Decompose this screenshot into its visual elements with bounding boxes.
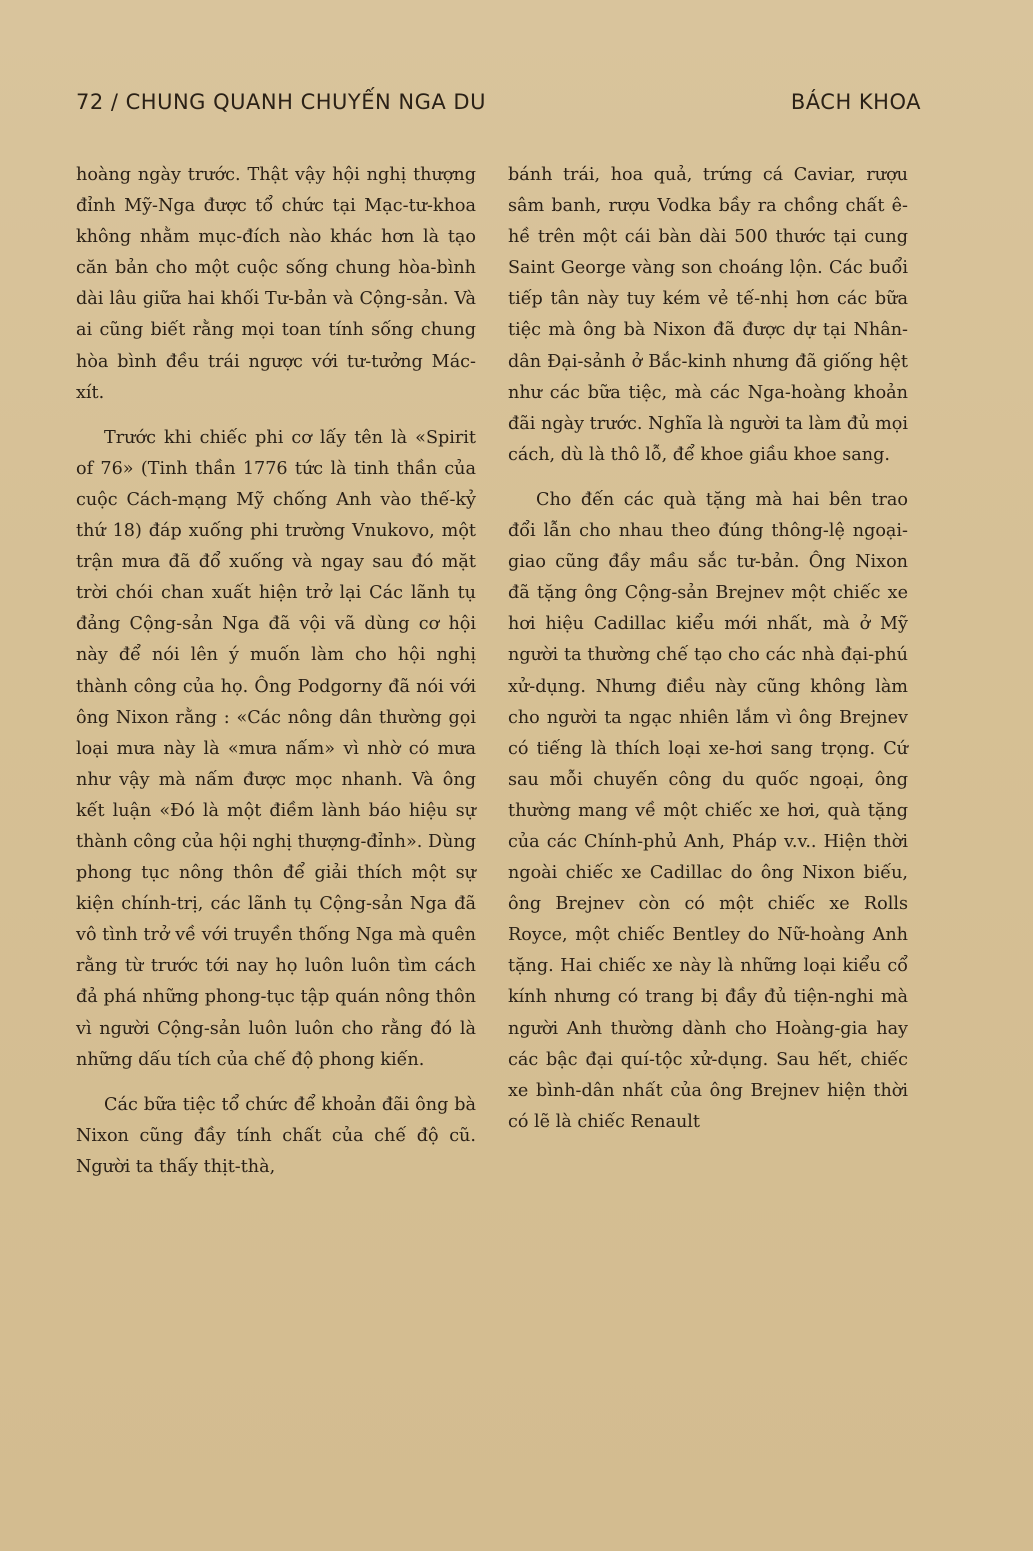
header-page-and-title: 72 / CHUNG QUANH CHUYẾN NGA DU (76, 90, 486, 114)
paragraph: Trước khi chiếc phi cơ lấy tên là «Spirit of 76» (Tinh thần 1776 tức là tinh thần của cuộc Cách-mạng Mỹ chống Anh vào thế-kỷ thứ 18) đáp xuống phi trường Vnukovo, một trận mưa đã đổ xuống và ngay sau đó mặt trời chói chan xuất hiện trở lại Các lãnh tụ đảng Cộng-sản Nga đã vội vã dùng cơ hội này để nói lên ý muốn làm cho hội nghị thành công của họ. Ông Podgorny đã nói với ông Nixon rằng : «Các nông dân thường gọi loại mưa này là «mưa nấm» vì nhờ có mưa như vậy mà nấm được mọc nhanh. Và ông kết luận «Đó là một điềm lành báo hiệu sự thành công của hội nghị thượng-đỉnh». Dùng phong tục nông thôn để giải thích một sự kiện chính-trị, các lãnh tụ Cộng-sản Nga đã vô tình trở về với truyền thống Nga mà quên rằng từ trước tới nay họ luôn luôn tìm cách đả phá những phong-tục tập quán nông thôn vì người Cộng-sản luôn luôn cho rằng đó là những dấu tích của chế độ phong kiến. (76, 427, 476, 1070)
left-column (76, 160, 476, 1197)
paragraph: hoàng ngày trước. Thật vậy hội nghị thượng đỉnh Mỹ-Nga được tổ chức tại Mạc-tư-khoa không nhằm mục-đích nào khác hơn là tạo căn bản cho một cuộc sống chung hòa-bình dài lâu giữa hai khối Tư-bản và Cộng-sản. Và ai cũng biết rằng mọi toan tính sống chung hòa bình đều trái ngược với tư-tưởng Mác-xít. (76, 165, 476, 403)
paragraph: Cho đến các quà tặng mà hai bên trao đổi lẫn cho nhau theo đúng thông-lệ ngoại-giao cũng đầy mầu sắc tư-bản. Ông Nixon đã tặng ông Cộng-sản Brejnev một chiếc xe hơi hiệu Cadillac kiểu mới nhất, mà ở Mỹ người ta thường chế tạo cho các nhà đại-phú xử-dụng. Nhưng điều này cũng không làm cho người ta ngạc nhiên lắm vì ông Brejnev có tiếng là thích loại xe-hơi sang trọng. Cứ sau mỗi chuyến công du quốc ngoại, ông thường mang về một chiếc xe hơi, quà tặng của các Chính-phủ Anh, Pháp v.v.. Hiện thời ngoài chiếc xe Cadillac do ông Nixon biếu, ông Brejnev còn có một chiếc xe Rolls Royce, một chiếc Bentley do Nữ-hoàng Anh tặng. Hai chiếc xe này là những loại kiểu cổ kính nhưng có trang bị đầy đủ tiện-nghi mà người Anh thường dành cho Hoàng-gia hay các bậc đại quí-tộc xử-dụng. Sau hết, chiếc xe bình-dân nhất của ông Brejnev hiện thời có lẽ là chiếc Renault (508, 489, 908, 1132)
paragraph: Các bữa tiệc tổ chức để khoản đãi ông bà Nixon cũng đầy tính chất của chế độ cũ. Người ta thấy thịt-thà, (76, 1094, 476, 1177)
header-magazine-name: BÁCH KHOA (790, 90, 921, 114)
paragraph: bánh trái, hoa quả, trứng cá Caviar, rượu sâm banh, rượu Vodka bầy ra chồng chất ê-hề trên một cái bàn dài 500 thước tại cung Saint George vàng son choáng lộn. Các buổi tiếp tân này tuy kém vẻ tế-nhị hơn các bữa tiệc mà ông bà Nixon đã được dự tại Nhân-dân Đại-sảnh ở Bắc-kinh nhưng đã giống hệt như các bữa tiệc, mà các Nga-hoàng khoản đãi ngày trước. Nghĩa là người ta làm đủ mọi cách, dù là thô lỗ, để khoe giầu khoe sang. (508, 165, 908, 465)
right-column (508, 160, 908, 1152)
running-header (76, 82, 921, 122)
